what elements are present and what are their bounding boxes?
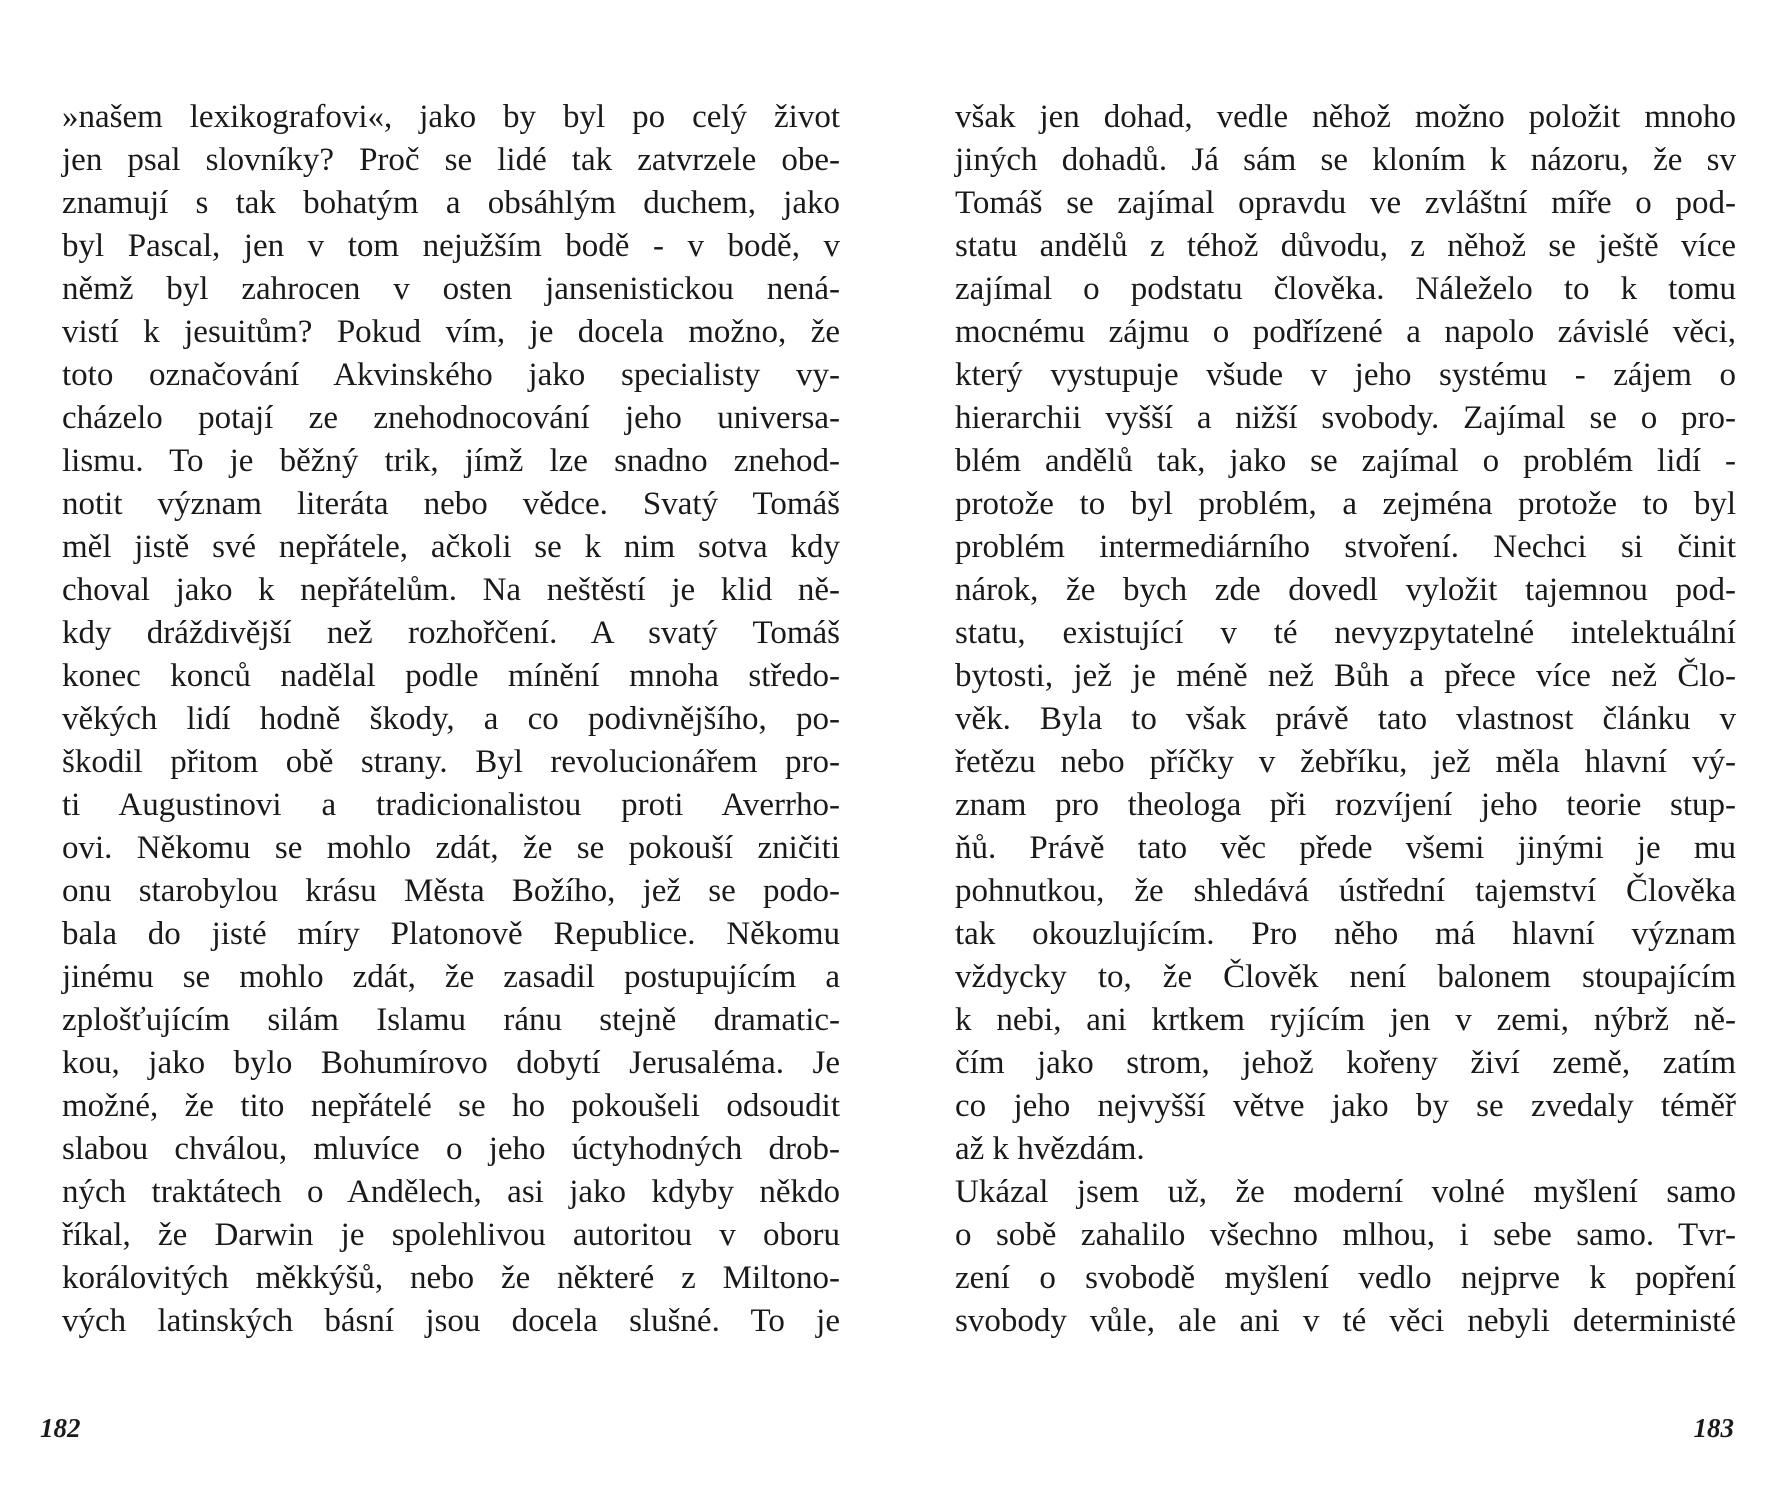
left-page-text (62, 96, 840, 1343)
text-line: toto označování Akvinského jako specialisty vy- (62, 357, 840, 393)
text-line: čím jako strom, jehož kořeny živí země, zatím (955, 1045, 1736, 1081)
right-page (893, 0, 1786, 1500)
text-line: slabou chválou, mluvíce o jeho úctyhodných drob- (62, 1131, 840, 1167)
text-line: možné, že tito nepřátelé se ho pokoušeli odsoudit (62, 1088, 840, 1124)
text-line: »našem lexikografovi«, jako by byl po celý život (62, 99, 840, 135)
text-line: věk. Byla to však právě tato vlastnost článku v (955, 701, 1736, 737)
text-line: lismu. To je běžný trik, jímž lze snadno znehod- (62, 443, 840, 479)
text-line: statu, existující v té nevyzpytatelné intelektuální (955, 615, 1736, 651)
text-line: problém intermediárního stvoření. Nechci si činit (955, 529, 1736, 565)
text-line: který vystupuje všude v jeho systému - zájem o (955, 357, 1736, 393)
text-line: o sobě zahalilo všechno mlhou, i sebe samo. Tvr- (955, 1217, 1736, 1253)
text-line: notit význam literáta nebo vědce. Svatý Tomáš (62, 486, 840, 522)
text-line: jiných dohadů. Já sám se kloním k názoru, že sv (955, 142, 1736, 178)
text-line: však jen dohad, vedle něhož možno položit mnoho (955, 99, 1736, 135)
text-line: ovi. Někomu se mohlo zdát, že se pokouší zničiti (62, 830, 840, 866)
text-line: nárok, že bych zde dovedl vyložit tajemnou pod- (955, 572, 1736, 608)
right-page-text (955, 96, 1736, 1343)
text-line: bala do jisté míry Platonově Republice. Někomu (62, 916, 840, 952)
page-number: 183 (1693, 1413, 1734, 1443)
text-line: říkal, že Darwin je spolehlivou autoritou v oboru (62, 1217, 840, 1253)
text-line: kou, jako bylo Bohumírovo dobytí Jerusaléma. Je (62, 1045, 840, 1081)
text-line: zení o svobodě myšlení vedlo nejprve k popření (955, 1260, 1736, 1296)
text-line: protože to byl problém, a zejména protože to byl (955, 486, 1736, 522)
text-line: vistí k jesuitům? Pokud vím, je docela možno, že (62, 314, 840, 350)
text-line: vždycky to, že Člověk není balonem stoupajícím (955, 959, 1736, 995)
text-line: měl jistě své nepřátele, ačkoli se k nim sotva kdy (62, 529, 840, 565)
text-line: blém andělů tak, jako se zajímal o problém lidí - (955, 443, 1736, 479)
text-line: tak okouzlujícím. Pro něho má hlavní význam (955, 916, 1736, 952)
text-line: němž byl zahrocen v osten jansenistickou nená- (62, 271, 840, 307)
text-line: mocnému zájmu o podřízené a napolo závislé věci, (955, 314, 1736, 350)
text-line: jinému se mohlo zdát, že zasadil postupujícím a (62, 959, 840, 995)
text-line: kdy dráždivější než rozhořčení. A svatý Tomáš (62, 615, 840, 651)
text-line: řetězu nebo příčky v žebříku, jež měla hlavní vý- (955, 744, 1736, 780)
text-line: byl Pascal, jen v tom nejužším bodě - v bodě, v (62, 228, 840, 264)
text-line: konec konců nadělal podle mínění mnoha středo- (62, 658, 840, 694)
text-line: k nebi, ani krtkem ryjícím jen v zemi, nýbrž ně- (955, 1002, 1736, 1038)
text-line: zajímal o podstatu člověka. Náleželo to k tomu (955, 271, 1736, 307)
text-line: věkých lidí hodně škody, a co podivnějšího, po- (62, 701, 840, 737)
text-line: co jeho nejvyšší větve jako by se zvedaly téměř (955, 1088, 1736, 1124)
text-line: choval jako k nepřátelům. Na neštěstí je klid ně- (62, 572, 840, 608)
text-line: pohnutkou, že shledává ústřední tajemství Člověka (955, 873, 1736, 909)
text-line: znamují s tak bohatým a obsáhlým duchem, jako (62, 185, 840, 221)
text-line: škodil přitom obě strany. Byl revolucionářem pro- (62, 744, 840, 780)
text-line: hierarchii vyšší a nižší svobody. Zajímal se o pro- (955, 400, 1736, 436)
text-line: Tomáš se zajímal opravdu ve zvláštní míře o pod- (955, 185, 1736, 221)
text-line: jen psal slovníky? Proč se lidé tak zatvrzele obe- (62, 142, 840, 178)
text-line: zplošťujícím silám Islamu ránu stejně dramatic- (62, 1002, 840, 1038)
text-line: Ukázal jsem už, že moderní volné myšlení samo (955, 1174, 1736, 1210)
text-line: korálovitých měkkýšů, nebo že některé z Miltono- (62, 1260, 840, 1296)
text-line: svobody vůle, ale ani v té věci nebyli deterministé (955, 1303, 1736, 1339)
text-line: cházelo potají ze znehodnocování jeho universa- (62, 400, 840, 436)
text-line: onu starobylou krásu Města Božího, jež se podo- (62, 873, 840, 909)
text-line: ti Augustinovi a tradicionalistou proti Averrho- (62, 787, 840, 823)
text-line: vých latinských básní jsou docela slušné. To je (62, 1303, 840, 1339)
text-line: znam pro theologa při rozvíjení jeho teorie stup- (955, 787, 1736, 823)
text-line: ňů. Právě tato věc přede všemi jinými je mu (955, 830, 1736, 866)
text-line: ných traktátech o Andělech, asi jako kdyby někdo (62, 1174, 840, 1210)
text-line: až k hvězdám. (955, 1131, 1145, 1167)
page-number: 182 (40, 1413, 81, 1443)
text-line: bytosti, jež je méně než Bůh a přece více než Člo- (955, 658, 1736, 694)
text-line: statu andělů z téhož důvodu, z něhož se ještě více (955, 228, 1736, 264)
